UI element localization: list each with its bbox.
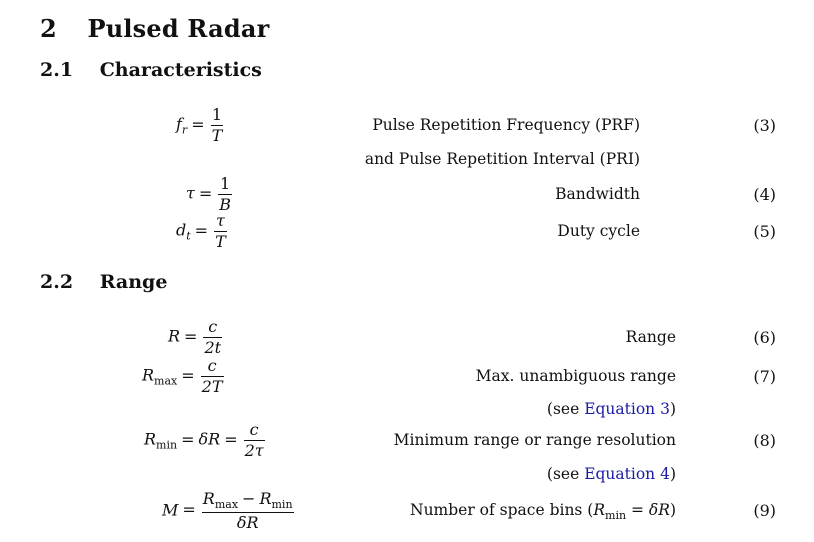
equation-9-tag: (9): [753, 501, 776, 520]
description-r-sub: min: [605, 509, 627, 522]
subsection-number: 2.2: [40, 271, 74, 293]
denominator: T: [211, 125, 223, 145]
fraction: [201, 357, 224, 395]
equation-6: R = $\frac{c}{2t}$: [168, 317, 222, 357]
equation-6-description: Range: [625, 328, 676, 346]
equation-4-tag: (4): [753, 185, 776, 204]
equation-5-tag: (5): [753, 222, 776, 241]
fraction: [203, 318, 222, 356]
denominator: 2t: [204, 337, 222, 357]
equation-8-reference: [547, 465, 676, 483]
numerator-b-sub: min: [271, 498, 293, 511]
description-text: Number of space bins (: [410, 501, 594, 519]
denominator: B: [219, 194, 232, 214]
eq-lhs: d: [176, 220, 187, 240]
fraction: [244, 421, 265, 459]
section-heading: [40, 14, 269, 43]
fraction: [211, 106, 224, 144]
equation-7-reference: [547, 400, 676, 418]
reference-suffix: ): [669, 465, 676, 483]
subsection-number: 2.1: [40, 59, 74, 81]
denominator: 2T: [201, 376, 223, 396]
denominator: 2τ: [244, 440, 264, 460]
subsection-heading-characteristics: [40, 59, 262, 81]
eq-lhs-sub: max: [154, 374, 178, 388]
subsection-heading-range: [40, 271, 167, 293]
description-suffix: ): [669, 501, 676, 519]
fraction: [202, 490, 294, 532]
section-title: Pulsed Radar: [87, 14, 270, 43]
equation-4-link[interactable]: Equation 4: [584, 465, 670, 483]
equation-7-description: Max. unambiguous range: [475, 367, 676, 385]
description-delta-r: δR: [648, 501, 670, 519]
numerator-a-sub: max: [214, 498, 239, 511]
reference-prefix: (see: [546, 400, 585, 418]
subsection-title: Range: [99, 271, 168, 293]
eq-lhs-sub: r: [181, 123, 188, 137]
minus-sign: −: [242, 489, 256, 508]
numerator-b: R: [259, 489, 272, 508]
numerator: τ: [215, 211, 225, 230]
equation-4-description: Bandwidth: [555, 185, 640, 203]
eq-lhs-sub: min: [156, 438, 178, 452]
reference-prefix: (see: [546, 465, 585, 483]
description-equals: =: [626, 501, 649, 519]
equation-5-description: Duty cycle: [557, 222, 640, 240]
numerator: c: [207, 356, 217, 375]
equation-4: τ = $\frac{1}{B}$: [186, 174, 232, 214]
equation-3-tag: (3): [753, 116, 776, 135]
eq-lhs: R: [144, 429, 157, 449]
eq-lhs: R: [168, 326, 181, 346]
eq-mid: δR: [198, 429, 221, 449]
numerator-a: R: [202, 489, 215, 508]
denominator: δR: [236, 513, 259, 533]
equation-7-tag: (7): [753, 367, 776, 386]
description-r: R: [593, 501, 606, 519]
equation-8: $R_{min} = \delta R$ = $\frac{c}{2\tau}$: [144, 420, 264, 460]
eq-lhs-sub: t: [186, 229, 191, 243]
equation-8-tag: (8): [753, 431, 776, 450]
eq-lhs: M: [162, 500, 179, 520]
subsection-title: Characteristics: [99, 59, 262, 81]
equation-8-description: Minimum range or range resolution: [393, 431, 676, 449]
equation-5: $d_t$ = $\frac{\tau}{T}$: [176, 211, 226, 251]
equation-6-tag: (6): [753, 328, 776, 347]
equation-9-description: [410, 501, 676, 522]
eq-lhs: f: [176, 114, 182, 134]
equation-3-link[interactable]: Equation 3: [584, 400, 670, 418]
numerator: c: [249, 420, 259, 439]
numerator: c: [208, 317, 218, 336]
denominator: T: [215, 231, 226, 251]
numerator: 1: [220, 174, 231, 193]
equation-3-description: Pulse Repetition Frequency (PRF): [372, 116, 640, 134]
equation-3: $f_r$ = $\frac{1}{T}$: [176, 105, 223, 145]
equation-9: M = $\frac{R_{max} - R_{min}}{\delta R}$: [162, 489, 293, 533]
fraction: [214, 212, 227, 250]
numerator: 1: [211, 105, 223, 124]
section-number: 2: [40, 14, 57, 43]
eq-lhs: R: [142, 365, 155, 385]
eq-lhs: τ: [186, 183, 195, 203]
reference-suffix: ): [669, 400, 676, 418]
equation-3-description-continued: and Pulse Repetition Interval (PRI): [364, 150, 640, 168]
fraction: [218, 175, 232, 213]
equation-7: $R_{max}$ = $\frac{c}{2T}$: [142, 356, 223, 396]
